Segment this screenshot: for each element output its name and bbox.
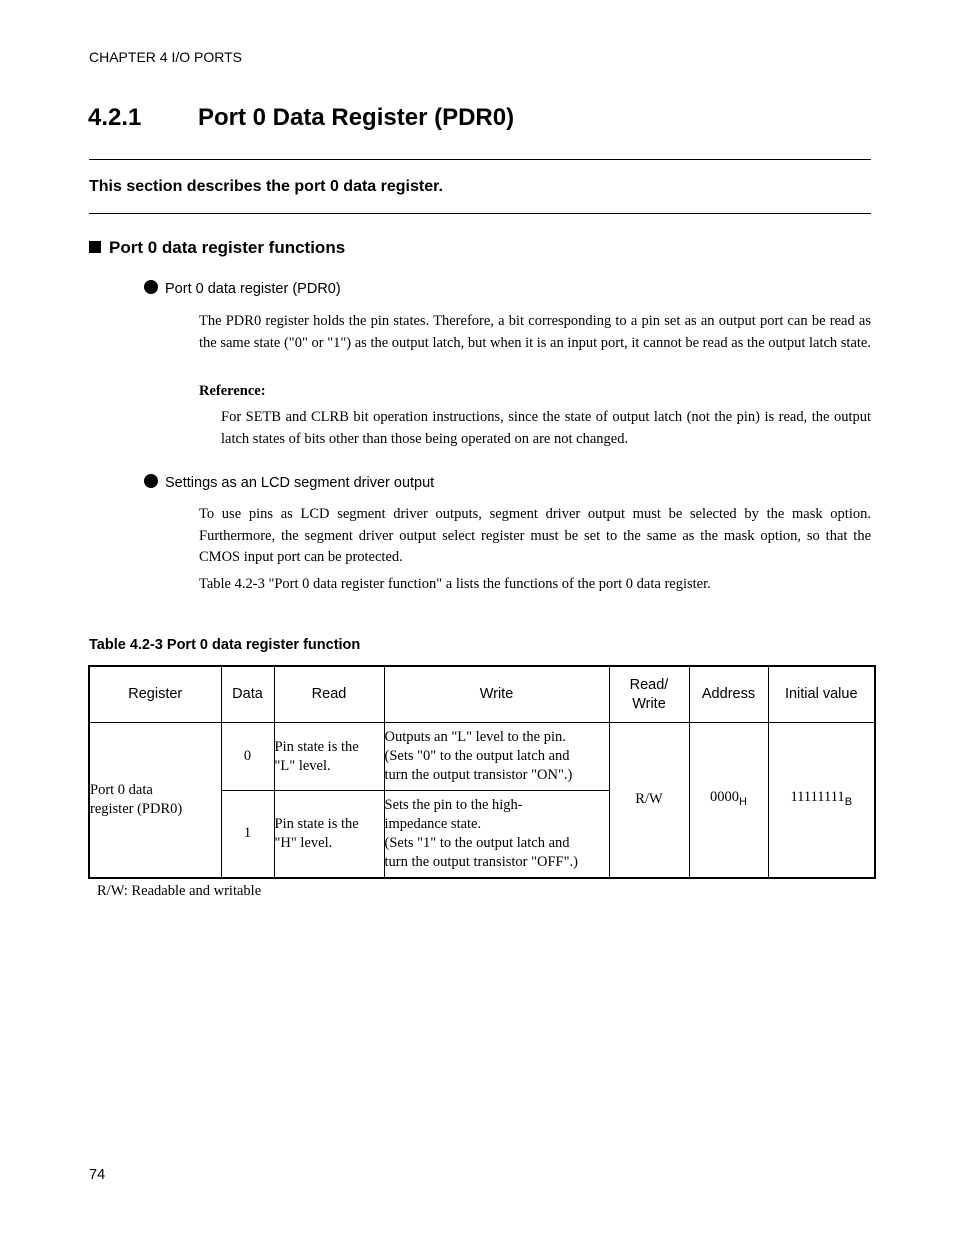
write-line3: (Sets "1" to the output latch and xyxy=(384,834,570,851)
rw-cell: R/W xyxy=(609,723,689,878)
initial-value: 11111111 xyxy=(790,788,845,805)
reference-text: For SETB and CLRB bit operation instructions, since the state of output latch (not the pin) is read, the output latch states of bits other than those being operated on are not changed. xyxy=(221,409,871,447)
reference-label: Reference: xyxy=(199,383,266,399)
functions-heading-text: Port 0 data register functions xyxy=(109,238,346,257)
write-cell xyxy=(384,723,609,791)
header-rw-line2: Write xyxy=(632,695,666,712)
lcd-description: To use pins as LCD segment driver outputs, segment driver output must be selected by the mask option. Furthermore, the segment driver output select register must be set to the same as the mask option, so that the CMOS input port can be protected. xyxy=(199,506,871,565)
header-read: Read xyxy=(274,666,384,723)
table-intro: Table 4.2-3 "Port 0 data register function" a lists the functions of the port 0 data register. xyxy=(199,576,711,592)
write-line1: Sets the pin to the high- xyxy=(384,796,523,813)
bullet-pdr0-title: Port 0 data register (PDR0) xyxy=(165,281,341,297)
functions-heading xyxy=(89,238,345,258)
header-read-write xyxy=(609,666,689,723)
page-number: 74 xyxy=(89,1167,106,1183)
section-title-text: Port 0 Data Register (PDR0) xyxy=(198,104,515,131)
bullet-lcd xyxy=(144,474,434,491)
table-row xyxy=(89,723,875,791)
read-line1: Pin state is the xyxy=(274,815,359,832)
register-table xyxy=(88,665,876,879)
read-line2: "H" level. xyxy=(274,834,333,851)
address-value: 0000 xyxy=(710,788,740,805)
circle-bullet-icon xyxy=(144,474,158,488)
divider-bottom xyxy=(89,213,871,214)
register-line1: Port 0 data xyxy=(90,781,153,798)
header-initial-value: Initial value xyxy=(768,666,875,723)
bullet-pdr0 xyxy=(144,280,341,297)
address-cell xyxy=(689,723,768,878)
header-register: Register xyxy=(89,666,221,723)
write-line2: impedance state. xyxy=(384,815,482,832)
table-title: Table 4.2-3 Port 0 data register function xyxy=(89,637,361,653)
write-cell xyxy=(384,791,609,878)
section-number: 4.2.1 xyxy=(88,104,142,131)
header-rw-line1: Read/ xyxy=(629,676,669,693)
section-title xyxy=(88,104,514,132)
read-line1: Pin state is the xyxy=(274,738,359,755)
initial-suffix: B xyxy=(844,795,853,808)
read-cell xyxy=(274,791,384,878)
write-line3: turn the output transistor "ON".) xyxy=(384,767,573,783)
data-cell: 0 xyxy=(221,723,274,791)
chapter-header: CHAPTER 4 I/O PORTS xyxy=(89,49,242,65)
register-cell xyxy=(89,723,221,878)
initial-value-cell xyxy=(768,723,875,878)
table-header-row xyxy=(89,666,875,723)
read-cell xyxy=(274,723,384,791)
divider-top xyxy=(89,159,871,160)
table-note: R/W: Readable and writable xyxy=(97,883,262,899)
section-summary: This section describes the port 0 data register. xyxy=(89,178,443,195)
header-address: Address xyxy=(689,666,768,723)
square-bullet-icon xyxy=(89,241,101,253)
data-cell: 1 xyxy=(221,791,274,878)
write-line1: Outputs an "L" level to the pin. xyxy=(384,729,566,745)
pdr0-description: The PDR0 register holds the pin states. Therefore, a bit corresponding to a pin set as an output port can be read as the same state ("0" or "1") as the output latch, but when it is an input port, it cannot be read as the output latch state. xyxy=(199,313,871,351)
address-suffix: H xyxy=(739,795,747,808)
write-line2: (Sets "0" to the output latch and xyxy=(384,748,570,764)
write-line4: turn the output transistor "OFF".) xyxy=(384,853,578,870)
read-line2: "L" level. xyxy=(274,757,331,774)
register-line2: register (PDR0) xyxy=(90,800,183,817)
header-write: Write xyxy=(384,666,609,723)
bullet-lcd-title: Settings as an LCD segment driver output xyxy=(165,475,435,491)
header-data: Data xyxy=(221,666,274,723)
circle-bullet-icon xyxy=(144,280,158,294)
